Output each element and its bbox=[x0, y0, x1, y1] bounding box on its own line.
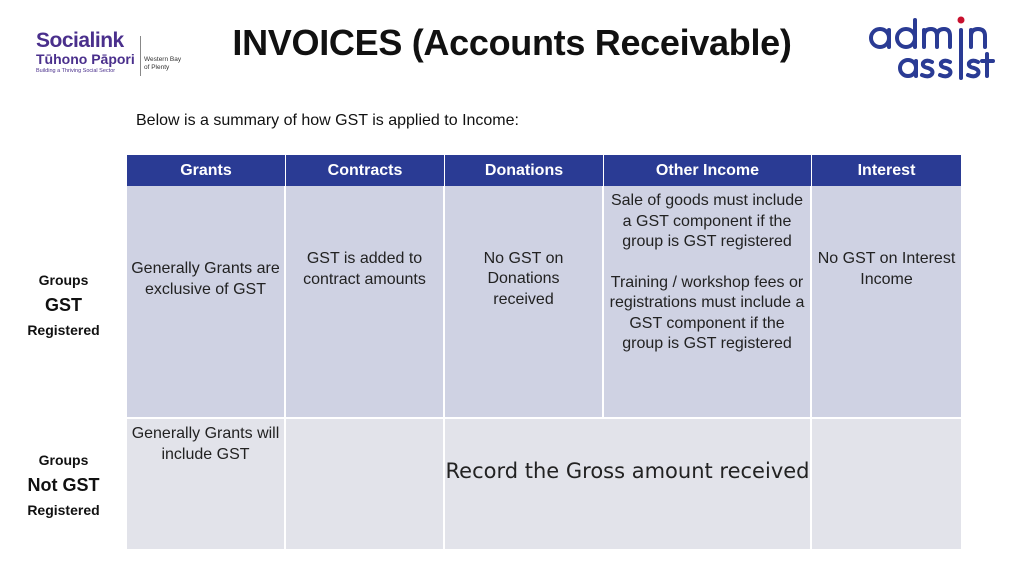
row-label-not-gst-registered bbox=[0, 448, 127, 522]
cell-grants-gst bbox=[127, 186, 286, 419]
cell-other-income-gst bbox=[604, 186, 812, 419]
row-label-top: Groups bbox=[38, 272, 89, 288]
cell-contracts-gst bbox=[286, 186, 445, 419]
cell-text: No GST on Interest Income bbox=[817, 250, 956, 288]
gst-income-table bbox=[127, 155, 961, 549]
header-interest: Interest bbox=[812, 155, 961, 186]
cell-text-goods: Sale of goods must include a GST component if the group is GST registered bbox=[610, 192, 804, 250]
socialink-region: Western Bay of Plenty bbox=[144, 56, 182, 71]
header-grants: Grants bbox=[127, 155, 286, 186]
gross-amount-note: Record the Gross amount received bbox=[445, 459, 810, 483]
socialink-title: Socialink bbox=[36, 29, 124, 52]
cell-text-training: Training / workshop fees or registrations must include a GST component if the group is GST registered bbox=[609, 273, 805, 352]
cell-donations-not-gst bbox=[445, 419, 604, 549]
cell-text: GST is added to contract amounts bbox=[303, 250, 426, 288]
row-label-main: GST bbox=[44, 295, 82, 315]
header-contracts: Contracts bbox=[286, 155, 445, 186]
row-label-gst-registered bbox=[0, 268, 127, 342]
header-other-income: Other Income bbox=[604, 155, 812, 186]
cell-interest-gst bbox=[812, 186, 961, 419]
row-label-bottom: Registered bbox=[27, 502, 100, 518]
header-donations: Donations bbox=[445, 155, 604, 186]
socialink-subtitle: Tūhono Pāpori bbox=[36, 51, 135, 67]
cell-contracts-not-gst bbox=[286, 419, 445, 549]
socialink-tagline: Building a Thriving Social Sector bbox=[36, 68, 116, 74]
cell-text: No GST on Donations received bbox=[483, 249, 564, 308]
cell-text: Generally Grants will include GST bbox=[131, 425, 280, 463]
page-title: INVOICES (Accounts Receivable) bbox=[232, 22, 792, 63]
cell-donations-gst bbox=[445, 186, 604, 419]
intro-text: Below is a summary of how GST is applied to Income: bbox=[136, 112, 519, 129]
row-label-top: Groups bbox=[38, 452, 89, 468]
cell-grants-not-gst bbox=[127, 419, 286, 549]
row-label-bottom: Registered bbox=[27, 322, 100, 338]
cell-text: Generally Grants are exclusive of GST bbox=[131, 260, 280, 298]
admin-assist-logo bbox=[866, 14, 998, 86]
cell-interest-not-gst bbox=[812, 419, 961, 549]
cell-other-income-not-gst bbox=[604, 419, 812, 549]
row-label-main: Not GST bbox=[27, 475, 100, 495]
